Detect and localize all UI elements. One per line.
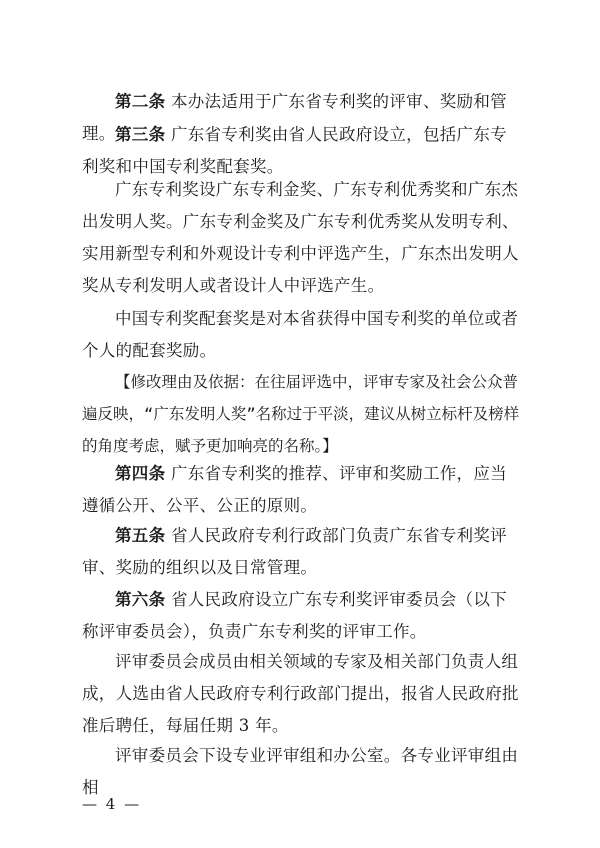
paragraph-text: 评审委员会成员由相关领域的专家及相关部门负责人组成，人选由省人民政府专利行政部门提出，报省人民政府批准后聘任，每届任期 3 年。 — [82, 652, 519, 735]
article-3-paragraph-2 — [82, 174, 522, 302]
article-text: 省人民政府设立广东专利奖评审委员会（以下称评审委员会），负责广东专利奖的评审工作。 — [82, 590, 507, 641]
paragraph-text: 评审委员会下设专业评审组和办公室。各专业评审组由相 — [82, 746, 519, 797]
paragraph-text: 中国专利奖配套奖是对本省获得中国专利奖的单位或者个人的配套奖励。 — [82, 309, 519, 360]
article-label: 第三条 — [115, 125, 166, 144]
revision-note — [82, 366, 522, 462]
article-4 — [82, 458, 522, 522]
article-label: 第二条 — [115, 92, 166, 111]
note-text: 【修改理由及依据：在往届评选中，评审专家及社会公众普遍反映，“广东发明人奖”名称过于平淡，建议从树立标杆及榜样的角度考虑，赋予更加响亮的名称。】 — [82, 373, 520, 455]
article-text: 广东省专利奖的推荐、评审和奖励工作，应当遵循公开、公平、公正的原则。 — [82, 464, 507, 515]
paragraph-text: 广东专利奖设广东专利金奖、广东专利优秀奖和广东杰出发明人奖。广东专利金奖及广东专利优秀奖从发明专利、实用新型专利和外观设计专利中评选产生，广东杰出发明人奖从专利发明人或者设计人中评选产生。 — [82, 180, 519, 295]
article-6 — [82, 584, 522, 648]
article-text: 省人民政府专利行政部门负责广东省专利奖评审、奖励的组织以及日常管理。 — [82, 526, 507, 577]
article-5 — [82, 520, 522, 584]
article-label: 第六条 — [115, 590, 166, 609]
article-text: 本办法适用于广东省专利奖的评审、奖励和管理。 — [82, 92, 507, 143]
article-3-paragraph-3 — [82, 303, 522, 367]
article-6-paragraph-3 — [82, 740, 522, 804]
page-number: — 4 — — [82, 795, 142, 813]
article-text: 广东省专利奖由省人民政府设立，包括广东专利奖和中国专利奖配套奖。 — [82, 125, 507, 176]
article-label: 第五条 — [115, 526, 166, 545]
article-label: 第四条 — [115, 464, 166, 483]
article-6-paragraph-2 — [82, 646, 522, 742]
